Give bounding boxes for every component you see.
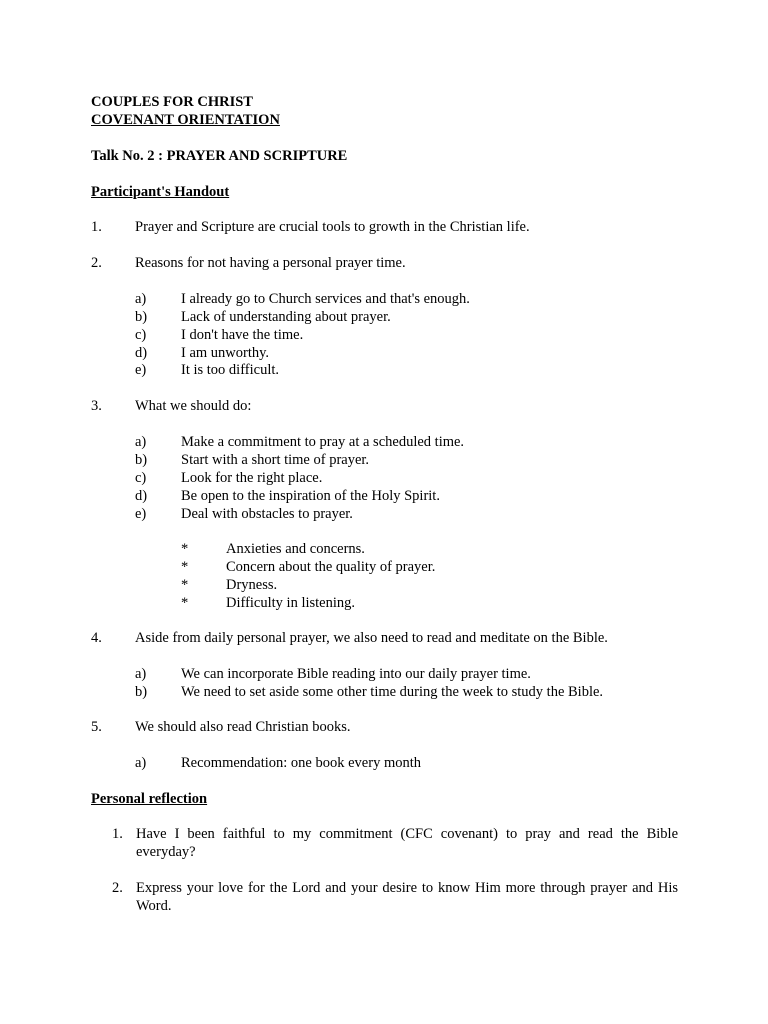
- bullet-text: Difficulty in listening.: [226, 595, 356, 611]
- item-label: b): [135, 309, 148, 325]
- item-text: It is too difficult.: [181, 362, 280, 378]
- bullet-mark: *: [181, 595, 189, 611]
- org-title: COUPLES FOR CHRIST: [91, 94, 253, 110]
- bullet-text: Dryness.: [226, 577, 278, 593]
- item-text: Deal with obstacles to prayer.: [181, 506, 353, 522]
- reflection-text: Have I been faithful to my commitment (CFC covenant) to pray and read the Bible everyday?: [136, 826, 678, 860]
- point-number: 5.: [91, 719, 102, 735]
- item-label: a): [135, 755, 147, 771]
- bullet-text: Anxieties and concerns.: [226, 541, 365, 557]
- item-text: I already go to Church services and that's enough.: [181, 291, 470, 307]
- item-text: Be open to the inspiration of the Holy Spirit.: [181, 488, 440, 504]
- item-text: Start with a short time of prayer.: [181, 452, 370, 468]
- reflection-heading: Personal reflection: [91, 791, 208, 807]
- point-text: We should also read Christian books.: [135, 719, 351, 735]
- item-label: d): [135, 488, 148, 504]
- orientation-title: COVENANT ORIENTATION: [91, 112, 280, 128]
- point-text: Aside from daily personal prayer, we also need to read and meditate on the Bible.: [135, 630, 608, 646]
- item-text: We can incorporate Bible reading into our daily prayer time.: [181, 666, 531, 682]
- item-label: d): [135, 345, 148, 361]
- talk-title: Talk No. 2 : PRAYER AND SCRIPTURE: [91, 148, 348, 164]
- item-label: a): [135, 434, 147, 450]
- item-label: c): [135, 470, 147, 486]
- item-label: a): [135, 666, 147, 682]
- item-label: a): [135, 291, 147, 307]
- point-number: 4.: [91, 630, 102, 646]
- bullet-mark: *: [181, 559, 189, 575]
- item-label: e): [135, 362, 147, 378]
- point-text: Prayer and Scripture are crucial tools to growth in the Christian life.: [135, 219, 530, 235]
- item-text: Make a commitment to pray at a scheduled time.: [181, 434, 465, 450]
- item-text: Lack of understanding about prayer.: [181, 309, 391, 325]
- item-text: Recommendation: one book every month: [181, 755, 422, 771]
- item-label: b): [135, 452, 148, 468]
- bullet-mark: *: [181, 541, 189, 557]
- bullet-mark: *: [181, 577, 189, 593]
- item-text: I don't have the time.: [181, 327, 304, 343]
- item-text: Look for the right place.: [181, 470, 323, 486]
- bullet-text: Concern about the quality of prayer.: [226, 559, 436, 575]
- handout-heading: Participant's Handout: [91, 184, 230, 200]
- reflection-number: 2.: [112, 880, 123, 896]
- reflection-item: [112, 879, 678, 915]
- item-label: c): [135, 327, 147, 343]
- item-label: b): [135, 684, 148, 700]
- reflection-number: 1.: [112, 826, 123, 842]
- point-text: What we should do:: [135, 398, 252, 414]
- point-text: Reasons for not having a personal prayer time.: [135, 255, 406, 271]
- reflection-text: Express your love for the Lord and your desire to know Him more through prayer and His Word.: [136, 880, 678, 914]
- reflection-item: [112, 825, 678, 861]
- point-number: 1.: [91, 219, 102, 235]
- point-number: 3.: [91, 398, 102, 414]
- point-number: 2.: [91, 255, 102, 271]
- item-text: I am unworthy.: [181, 345, 270, 361]
- item-text: We need to set aside some other time during the week to study the Bible.: [181, 684, 604, 700]
- item-label: e): [135, 506, 147, 522]
